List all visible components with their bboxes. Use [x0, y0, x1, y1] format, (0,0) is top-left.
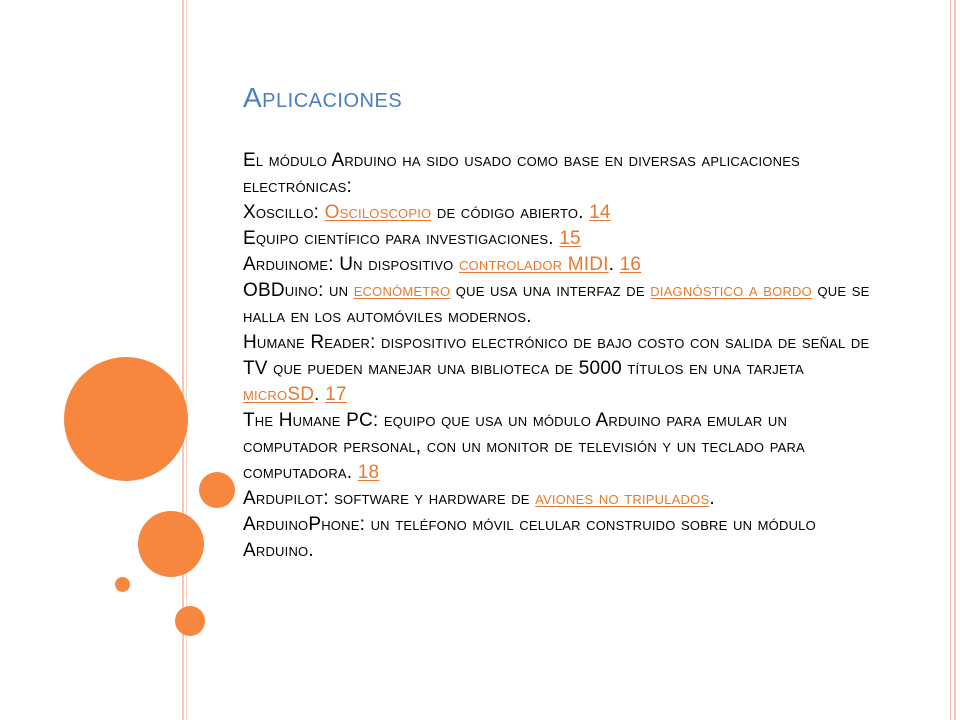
decor-circle-tiny	[115, 577, 130, 592]
decor-circle-small-right	[199, 472, 235, 508]
decor-circle-large	[64, 357, 188, 481]
link-controlador-midi[interactable]: controlador MIDI	[458, 254, 609, 275]
link-microsd[interactable]: microSD	[243, 384, 315, 405]
ref-link-17[interactable]: 17	[325, 384, 347, 405]
decor-circle-medium	[138, 511, 204, 577]
list-item-xoscillo: Xoscillo: Osciloscopio de código abierto. 14	[243, 202, 611, 223]
list-item-obduino: OBDuino: un económetro que usa una interfaz de diagnóstico a bordo que se halla en los automóviles modernos.	[243, 280, 870, 327]
link-osciloscopio[interactable]: Osciloscopio	[324, 202, 432, 223]
ref-link-15[interactable]: 15	[559, 228, 581, 249]
list-item-humane-reader: Humane Reader: dispositivo electrónico de bajo costo con salida de señal de TV que pueden manejar una biblioteca de 5000 títulos en una tarjeta microSD. 17	[243, 332, 870, 405]
list-item-humane-pc: The Humane PC: equipo que usa un módulo Arduino para emular un computador personal, con un monitor de televisión y un teclado para computadora. 18	[243, 410, 805, 483]
ref-link-18[interactable]: 18	[357, 462, 380, 483]
list-item-equipo-cientifico: Equipo científico para investigaciones. 15	[243, 228, 581, 249]
list-item-ardupilot: Ardupilot: software y hardware de aviones no tripulados.	[243, 488, 715, 509]
right-border-line-2	[954, 0, 956, 720]
slide-title: Aplicaciones	[243, 82, 403, 113]
link-econometro[interactable]: económetro	[353, 280, 451, 301]
list-item-arduinome: Arduinome: Un dispositivo controlador MIDI. 16	[243, 254, 642, 275]
right-border-line-1	[950, 0, 951, 720]
ref-link-16[interactable]: 16	[619, 254, 642, 275]
ref-link-14[interactable]: 14	[589, 202, 611, 223]
decor-circle-small-bottom	[175, 606, 205, 636]
slide-body	[243, 148, 883, 564]
link-aviones-no-tripulados[interactable]: aviones no tripulados	[535, 488, 710, 509]
link-diagnostico-a-bordo[interactable]: diagnóstico a bordo	[650, 280, 812, 301]
list-item-arduinophone: ArduinoPhone: un teléfono móvil celular construido sobre un módulo Arduino.	[243, 514, 816, 561]
intro-text: El módulo Arduino ha sido usado como base en diversas aplicaciones electrónicas:	[243, 150, 800, 197]
